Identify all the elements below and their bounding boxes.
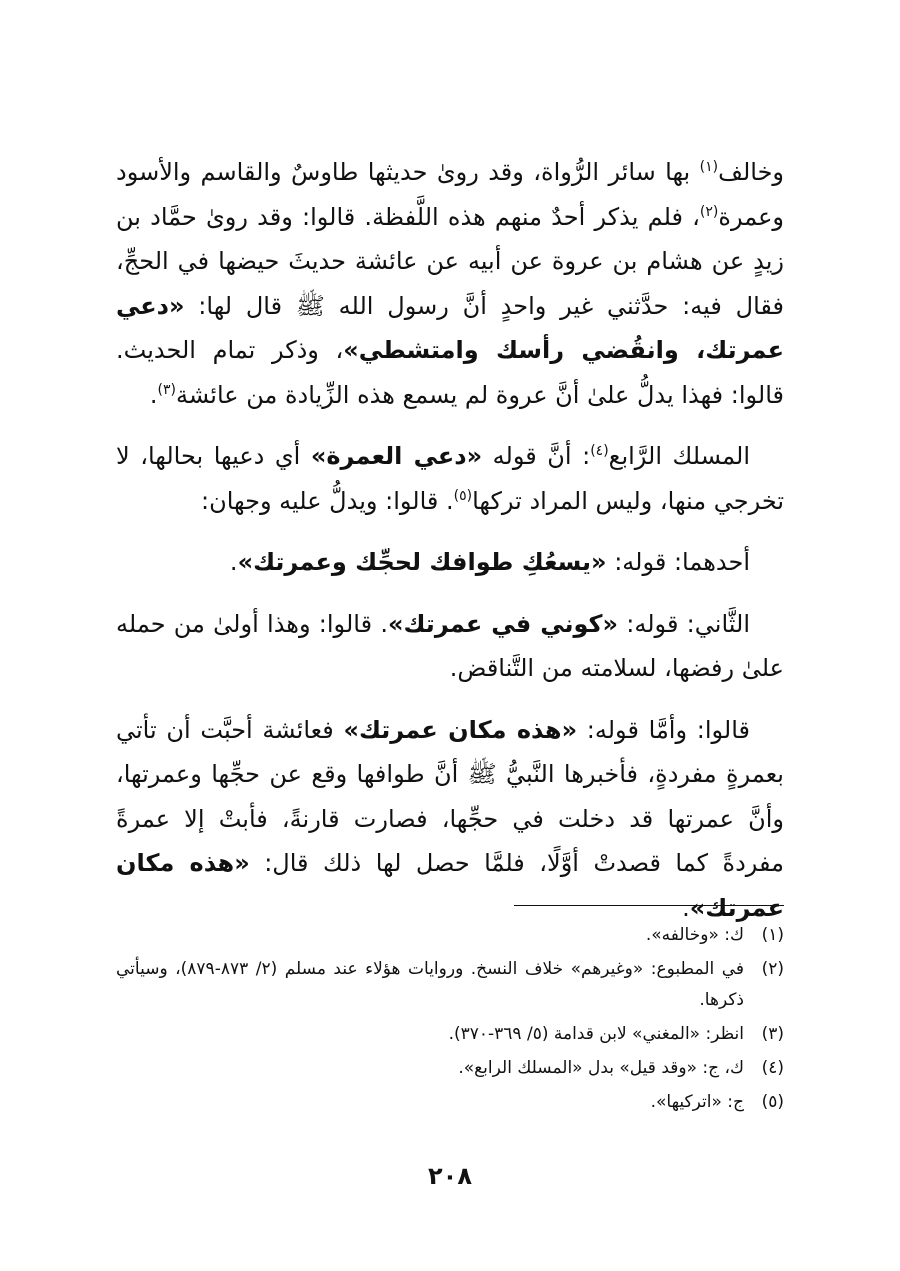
footnote-ref-5[interactable]: (٥) xyxy=(453,487,473,504)
footnote-number: (٤) xyxy=(761,1058,784,1078)
footnote-1 xyxy=(116,920,784,951)
footnote-4 xyxy=(116,1053,784,1084)
text-run: أحدهما: قوله: xyxy=(606,548,750,576)
text-run: الثَّاني: قوله: xyxy=(618,609,750,638)
text-run: المسلك الرَّابع xyxy=(608,442,750,470)
text-run: . xyxy=(149,380,158,409)
footnote-text: في المطبوع: «وغيرهم» خلاف النسخ. وروايات هؤلاء عند مسلم (٢/ ٨٧٣-٨٧٩)، وسيأتي ذكرها. xyxy=(116,959,744,1010)
text-run: . xyxy=(229,548,238,576)
text-run: وخالف xyxy=(718,158,784,186)
paragraph-3 xyxy=(116,540,784,585)
paragraph-2 xyxy=(116,434,784,523)
page-number: ٢٠٨ xyxy=(428,1162,472,1190)
footnote-text: ك، ج: «وقد قيل» بدل «المسلك الرابع». xyxy=(458,1058,744,1078)
paragraph-5 xyxy=(116,708,784,931)
text-run: ، وذكر تمام الحديث. قالوا: فهذا يدلُّ علىٰ أنَّ عروة لم يسمع هذه الزِّيادة من عائشة xyxy=(116,336,784,409)
footnote-5 xyxy=(116,1087,784,1118)
text-run: فعائشة أحبَّت أن تأتي بعمرةٍ مفردةٍ، فأخبرها النَّبيُّ ﷺ أنَّ طوافها وقع عن حجِّها وعمرتها، وأنَّ عمرتها قد دخلت في حجِّها، فصارت قارنةً، فأبتْ إلا عمرةً مفردةً كما قصدتْ أوَّلًا، فلمَّا حصل لها ذلك قال: xyxy=(116,715,785,877)
footnote-2 xyxy=(116,954,784,1016)
text-run: . قالوا: ويدلُّ عليه وجهان: xyxy=(201,486,454,515)
text-run: أي دعيها بحالها، لا تخرجي منها، وليس المراد تركها xyxy=(116,442,784,515)
paragraph-1 xyxy=(116,150,784,417)
text-run: بها سائر الرُّواة، وقد روىٰ حديثها طاوسٌ والقاسم والأسود وعمرة xyxy=(116,158,784,231)
text-run: . قالوا: وهذا أولىٰ من حمله علىٰ رفضها، لسلامته من التَّناقض. xyxy=(116,609,784,682)
footnote-text: ج: «اتركيها». xyxy=(650,1092,744,1112)
text-run: . xyxy=(682,893,690,922)
footnote-separator xyxy=(514,905,784,906)
footnote-ref-2[interactable]: (٢) xyxy=(699,203,719,220)
footnote-text: ك: «وخالفه». xyxy=(645,925,744,945)
footnote-number: (١) xyxy=(761,925,784,945)
paragraph-gap xyxy=(116,691,784,708)
footnote-ref-4[interactable]: (٤) xyxy=(590,443,609,459)
footnote-3 xyxy=(116,1019,784,1050)
hadith-quote: «دعي العمرة» xyxy=(310,442,483,470)
footnote-number: (٢) xyxy=(761,959,784,979)
paragraph-gap xyxy=(116,585,784,602)
footnote-number: (٥) xyxy=(761,1092,784,1112)
paragraph-gap xyxy=(116,417,784,434)
hadith-quote: «دعي عمرتك، وانقُضي رأسك وامتشطي» xyxy=(116,291,784,364)
main-text xyxy=(116,150,784,930)
footnote-ref-3[interactable]: (٣) xyxy=(157,381,176,398)
hadith-quote: «كوني في عمرتك» xyxy=(387,609,619,638)
paragraph-4 xyxy=(116,602,784,691)
text-run: ، فلم يذكر أحدٌ منهم هذه اللَّفظة. قالوا: وقد روىٰ حمَّاد بن زيدٍ عن هشام بن عروة عن أبيه عن عائشة حديثَ حيضها في الحجِّ، فقال فيه: حدَّثني غير واحدٍ أنَّ رسول الله ﷺ قال لها: xyxy=(116,202,784,320)
footnote-text: انظر: «المغني» لابن قدامة (٥/ ٣٦٩-٣٧٠). xyxy=(448,1024,744,1044)
footnotes xyxy=(116,920,784,1121)
paragraph-gap xyxy=(116,523,784,540)
footnote-ref-1[interactable]: (١) xyxy=(699,159,719,175)
footnote-number: (٣) xyxy=(761,1024,784,1044)
hadith-quote: «يسعُكِ طوافك لحجِّك وعمرتك» xyxy=(237,548,607,576)
hadith-quote: «هذه مكان عمرتك» xyxy=(116,849,784,922)
text-run: قالوا: وأمَّا قوله: xyxy=(577,715,751,744)
text-run: : أنَّ قوله xyxy=(482,442,591,470)
hadith-quote: «هذه مكان عمرتك» xyxy=(343,715,578,744)
